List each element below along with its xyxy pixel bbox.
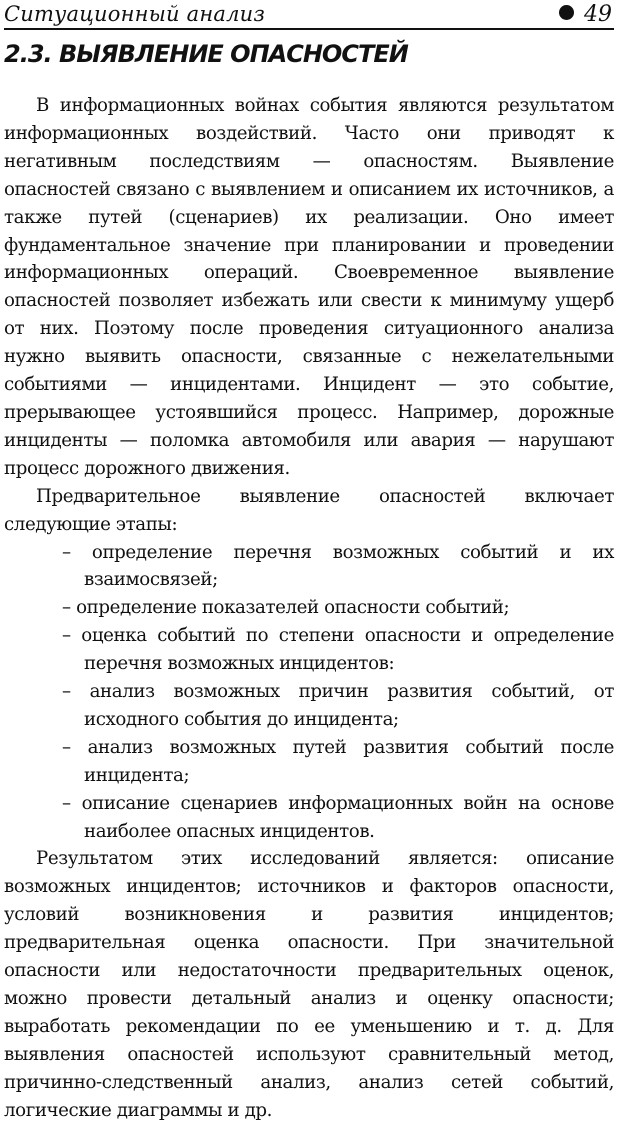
list-item: – анализ возможных путей развития событий после инцидента; <box>62 736 614 786</box>
list-item: – описание сценариев информационных войн на основе наиболее опасных инцидентов. <box>62 792 614 842</box>
stages-list <box>4 539 614 846</box>
paragraph-1: В информационных войнах события являются результатом информационных воздействий. Часто они приводят к негативным последствиям — опасностям. Выявление опасностей связано с выявлением и описанием их источников, а также путей (сценариев) их реализации. Оно имеет фундаментальное значение при планировании и проведении информационных операций. Своевременное выявление опасностей позволяет избежать или свести к минимуму ущерб от них. Поэтому после проведения ситуационного анализа нужно выявить опасности, связанные с нежелательными событиями — инцидентами. Инцидент — это событие, прерывающее устоявшийся процесс. Например, дорожные инциденты — поломка автомобиля или авария — нарушают процесс дорожного движения. <box>4 95 614 479</box>
running-title: Ситуационный анализ <box>4 2 266 26</box>
list-item: – определение показателей опасности событий; <box>62 597 510 619</box>
bullet-dot-icon <box>559 5 574 20</box>
paragraph-2: Предварительное выявление опасностей включает следующие этапы: <box>4 485 614 535</box>
page-number-area <box>559 2 612 27</box>
section-heading: 2.3. ВЫЯВЛЕНИЕ ОПАСНОСТЕЙ <box>4 40 408 68</box>
running-header <box>4 2 614 30</box>
list-item: – оценка событий по степени опасности и определение перечня возможных инцидентов: <box>62 625 614 675</box>
list-item: – определение перечня возможных событий и их взаимосвязей; <box>62 541 614 591</box>
paragraph-3: Результатом этих исследований является: описание возможных инцидентов; источников и факторов опасности, условий возникновения и развития инцидентов; предварительная оценка опасности. При значительной опасности или недостаточности предварительных оценок, можно провести детальный анализ и оценку опасности; выработать рекомендации по ее уменьшению и т. д. Для выявления опасностей используют сравнительный метод, причинно-следственный анализ, анализ сетей событий, логические диаграммы и др. <box>4 848 614 1121</box>
body-text <box>4 92 614 1125</box>
list-item: – анализ возможных причин развития событий, от исходного события до инцидента; <box>62 681 614 730</box>
page-number: 49 <box>584 2 612 27</box>
